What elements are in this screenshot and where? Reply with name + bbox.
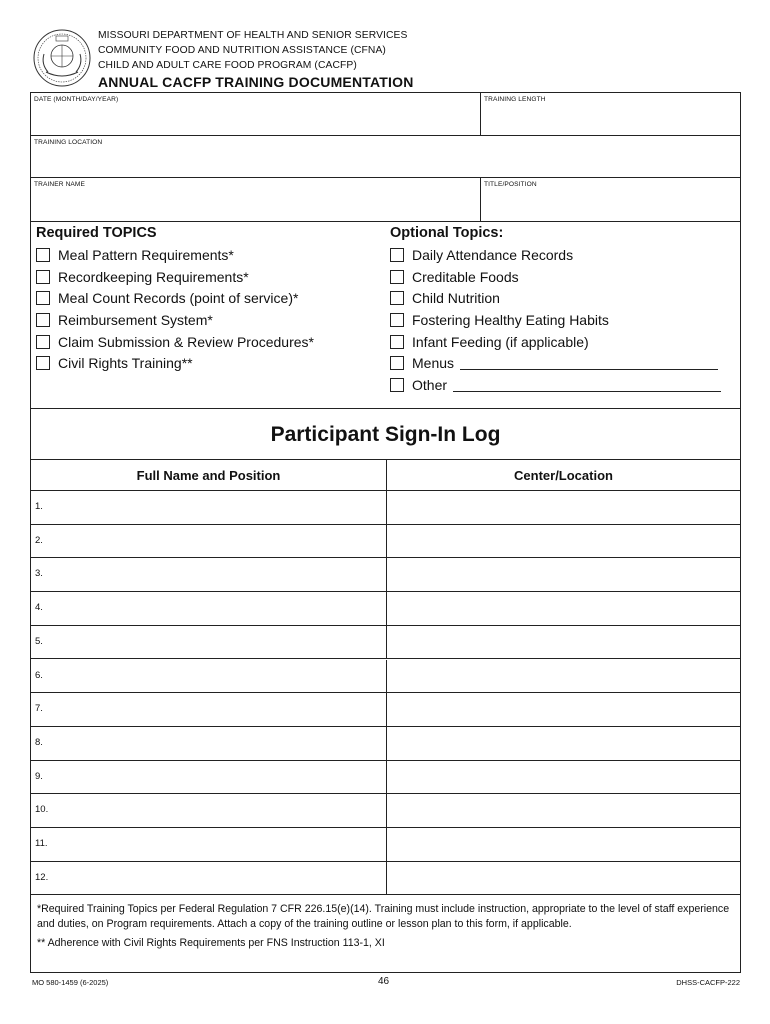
table-row xyxy=(31,660,740,694)
trainer-name-label: TRAINER NAME xyxy=(34,181,86,188)
checkbox[interactable] xyxy=(36,313,50,327)
table-row xyxy=(31,761,740,795)
center-location-cell[interactable] xyxy=(386,626,740,659)
row-number: 1. xyxy=(35,501,43,512)
row-number: 5. xyxy=(35,635,43,647)
row-number: 9. xyxy=(35,770,43,782)
optional-topic-label: Fostering Healthy Eating Habits xyxy=(412,311,609,328)
checkbox[interactable] xyxy=(36,335,50,349)
optional-topic-item[interactable] xyxy=(390,266,721,288)
optional-topic-label: Menus xyxy=(412,355,455,372)
center-location-cell[interactable] xyxy=(386,727,740,760)
checkbox[interactable] xyxy=(36,291,50,305)
checkbox[interactable] xyxy=(390,356,404,370)
table-row xyxy=(31,727,740,761)
date-label: DATE (MONTH/DAY/YEAR) xyxy=(34,96,119,103)
required-topic-item[interactable] xyxy=(36,309,314,331)
training-location-label: TRAINING LOCATION xyxy=(34,139,103,146)
table-row xyxy=(31,626,740,660)
footnote-required: *Required Training Topics per Federal Regulation 7 CFR 226.15(e)(14). Training must include instruction, appropriate to the level of staff experience and duties, on Program requirements. Attach a copy of the training outline or lesson plan to this form, if applicable. xyxy=(37,903,730,931)
page-number: 46 xyxy=(378,976,390,987)
form-title: ANNUAL CACFP TRAINING DOCUMENTATION xyxy=(98,74,414,90)
center-location-cell[interactable] xyxy=(386,592,740,625)
row-number: 7. xyxy=(35,703,43,715)
required-topic-label: Meal Count Records (point of service)* xyxy=(58,290,299,307)
required-topic-item[interactable] xyxy=(36,287,314,309)
menus-blank[interactable] xyxy=(460,356,718,370)
center-location-cell[interactable] xyxy=(386,525,740,558)
table-row xyxy=(31,592,740,626)
checkbox[interactable] xyxy=(36,270,50,284)
date-length-row xyxy=(31,93,740,136)
required-topic-item[interactable] xyxy=(36,244,314,266)
footnotes xyxy=(31,895,740,951)
row-number: 10. xyxy=(35,804,49,816)
required-topics-heading: Required TOPICS xyxy=(36,225,157,241)
agency-line-1: MISSOURI DEPARTMENT OF HEALTH AND SENIOR SERVICES xyxy=(98,30,408,41)
required-topic-label: Civil Rights Training** xyxy=(58,355,193,372)
sign-in-log-title: Participant Sign-In Log xyxy=(31,409,740,460)
table-row xyxy=(31,693,740,727)
checkbox[interactable] xyxy=(36,356,50,370)
optional-topic-label: Child Nutrition xyxy=(412,290,500,307)
required-topic-item[interactable] xyxy=(36,266,314,288)
center-location-cell[interactable] xyxy=(386,558,740,591)
optional-topic-item[interactable] xyxy=(390,287,721,309)
optional-topic-label: Infant Feeding (if applicable) xyxy=(412,333,589,350)
required-topic-label: Claim Submission & Review Procedures* xyxy=(58,333,314,350)
required-topic-label: Recordkeeping Requirements* xyxy=(58,268,249,285)
center-location-cell[interactable] xyxy=(386,828,740,861)
form-header xyxy=(30,26,742,92)
required-topic-label: Reimbursement System* xyxy=(58,311,213,328)
checkbox[interactable] xyxy=(390,378,404,392)
optional-topics xyxy=(390,225,721,396)
checkbox[interactable] xyxy=(390,248,404,262)
center-location-cell[interactable] xyxy=(386,693,740,726)
date-field[interactable] xyxy=(31,93,480,135)
trainer-row xyxy=(31,178,740,222)
col-name-header: Full Name and Position xyxy=(136,468,281,483)
training-location-field[interactable] xyxy=(31,136,740,178)
training-form xyxy=(30,92,741,973)
optional-topic-item[interactable] xyxy=(390,374,721,396)
title-position-field[interactable] xyxy=(480,178,740,221)
optional-topic-item[interactable] xyxy=(390,352,721,374)
sign-in-table-header xyxy=(31,460,740,491)
center-location-cell[interactable] xyxy=(386,660,740,693)
row-number: 8. xyxy=(35,736,43,748)
checkbox[interactable] xyxy=(36,248,50,262)
checkbox[interactable] xyxy=(390,270,404,284)
agency-line-3: CHILD AND ADULT CARE FOOD PROGRAM (CACFP) xyxy=(98,60,357,71)
row-number: 2. xyxy=(35,534,43,546)
form-code: DHSS-CACFP-222 xyxy=(676,978,740,987)
checkbox[interactable] xyxy=(390,313,404,327)
col-location-header: Center/Location xyxy=(386,460,740,490)
trainer-name-field[interactable] xyxy=(31,178,480,221)
center-location-cell[interactable] xyxy=(386,794,740,827)
optional-topic-item[interactable] xyxy=(390,331,721,353)
state-seal-icon xyxy=(32,28,92,88)
other-blank[interactable] xyxy=(453,378,721,392)
table-row xyxy=(31,491,740,525)
row-number: 12. xyxy=(35,871,49,883)
optional-topic-label: Other xyxy=(412,376,448,393)
required-topic-item[interactable] xyxy=(36,331,314,353)
footnote-civil-rights: ** Adherence with Civil Rights Requirements per FNS Instruction 113-1, XI xyxy=(37,936,385,949)
training-length-field[interactable] xyxy=(480,93,740,135)
agency-line-2: COMMUNITY FOOD AND NUTRITION ASSISTANCE (CFNA) xyxy=(98,45,386,56)
required-topics xyxy=(36,225,314,374)
row-number: 3. xyxy=(35,568,43,580)
center-location-cell[interactable] xyxy=(386,862,740,895)
row-number: 4. xyxy=(35,602,43,614)
table-row xyxy=(31,558,740,592)
checkbox[interactable] xyxy=(390,291,404,305)
title-position-label: TITLE/POSITION xyxy=(484,181,537,188)
optional-topic-item[interactable] xyxy=(390,309,721,331)
required-topic-item[interactable] xyxy=(36,352,314,374)
center-location-cell[interactable] xyxy=(386,761,740,794)
table-row xyxy=(31,862,740,896)
row-number: 6. xyxy=(35,669,43,681)
optional-topics-heading: Optional Topics: xyxy=(390,225,504,241)
optional-topic-item[interactable] xyxy=(390,244,721,266)
required-topic-label: Meal Pattern Requirements* xyxy=(58,246,234,263)
checkbox[interactable] xyxy=(390,335,404,349)
optional-topic-label: Daily Attendance Records xyxy=(412,246,574,263)
center-location-cell[interactable] xyxy=(386,491,740,524)
topics-section xyxy=(31,222,740,409)
row-number: 11. xyxy=(35,838,48,849)
training-length-label: TRAINING LENGTH xyxy=(484,96,546,103)
table-row xyxy=(31,828,740,862)
table-row xyxy=(31,525,740,559)
table-row xyxy=(31,794,740,828)
optional-topic-label: Creditable Foods xyxy=(412,268,519,285)
form-number: MO 580-1459 (6-2025) xyxy=(32,978,109,987)
